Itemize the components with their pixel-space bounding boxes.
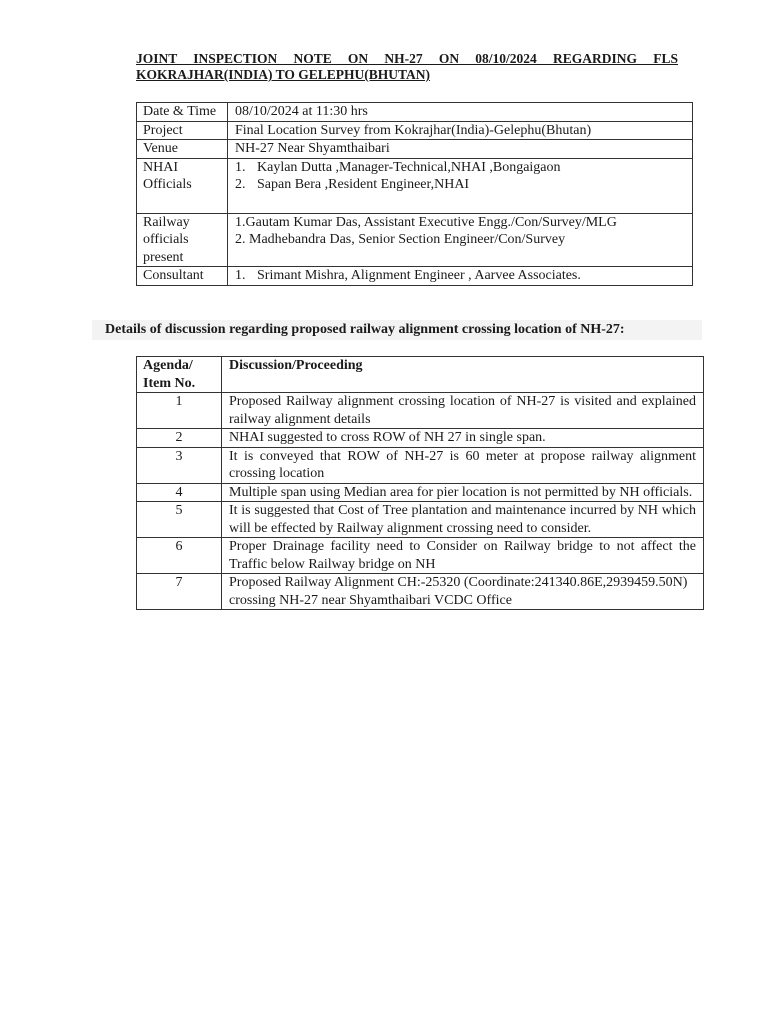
table-row <box>137 574 704 610</box>
item-number: 3 <box>137 447 222 483</box>
nhai-row <box>137 158 693 213</box>
item-text: Proposed Railway Alignment CH:-25320 (Coordinate:241340.86E,2939459.50N) crossing NH-27 near Shyamthaibari VCDC Office <box>222 574 704 610</box>
date-row <box>137 103 693 122</box>
table-row <box>137 538 704 574</box>
table-row <box>137 447 704 483</box>
list-item: 2. Sapan Bera ,Resident Engineer,NHAI <box>235 177 470 192</box>
date-value: 08/10/2024 at 11:30 hrs <box>228 103 693 122</box>
table-header-row <box>137 357 704 393</box>
project-label: Project <box>137 121 228 140</box>
railway-label: Railway officials present <box>137 213 228 267</box>
item-text: NHAI suggested to cross ROW of NH 27 in single span. <box>222 429 704 448</box>
venue-row <box>137 140 693 159</box>
item-number: 1 <box>137 393 222 429</box>
item-number: 2 <box>137 429 222 448</box>
railway-officials-list <box>228 213 693 267</box>
consultant-list <box>228 267 693 286</box>
table-row <box>137 502 704 538</box>
item-text: It is suggested that Cost of Tree plantation and maintenance incurred by NH which will be effected by Railway alignment crossing need to consider. <box>222 502 704 538</box>
col-discussion-header: Discussion/Proceeding <box>222 357 704 393</box>
table-row <box>137 429 704 448</box>
item-text: Multiple span using Median area for pier location is not permitted by NH officials. <box>222 483 704 502</box>
item-number: 6 <box>137 538 222 574</box>
col-agenda-header: Agenda/ Item No. <box>137 357 222 393</box>
item-number: 4 <box>137 483 222 502</box>
consultant-label: Consultant <box>137 267 228 286</box>
item-text: Proposed Railway alignment crossing location of NH-27 is visited and explained railway alignment details <box>222 393 704 429</box>
item-text: Proper Drainage facility need to Consider on Railway bridge to not affect the Traffic below Railway bridge on NH <box>222 538 704 574</box>
agenda-table <box>136 356 704 610</box>
nhai-officials-list <box>228 158 693 213</box>
list-item: 1.Gautam Kumar Das, Assistant Executive Engg./Con/Survey/MLG <box>235 214 617 230</box>
item-text: It is conveyed that ROW of NH-27 is 60 meter at propose railway alignment crossing location <box>222 447 704 483</box>
list-item: 1. Kaylan Dutta ,Manager-Technical,NHAI ,Bongaigaon <box>235 159 561 175</box>
discussion-heading: Details of discussion regarding proposed railway alignment crossing location of NH-27: <box>92 320 702 340</box>
list-item: 1. Srimant Mishra, Alignment Engineer , Aarvee Associates. <box>235 268 581 283</box>
venue-label: Venue <box>137 140 228 159</box>
item-number: 7 <box>137 574 222 610</box>
venue-value: NH-27 Near Shyamthaibari <box>228 140 693 159</box>
consultant-row <box>137 267 693 286</box>
list-item: 2. Madhebandra Das, Senior Section Engineer/Con/Survey <box>235 232 566 247</box>
table-row <box>137 393 704 429</box>
meeting-details-table <box>136 102 693 286</box>
project-value: Final Location Survey from Kokrajhar(India)-Gelephu(Bhutan) <box>228 121 693 140</box>
date-label: Date & Time <box>137 103 228 122</box>
document-title: JOINT INSPECTION NOTE ON NH-27 ON 08/10/2024 REGARDING FLS KOKRAJHAR(INDIA) TO GELEPHU(BHUTAN) <box>136 51 678 82</box>
table-row <box>137 483 704 502</box>
item-number: 5 <box>137 502 222 538</box>
project-row <box>137 121 693 140</box>
nhai-label: NHAI Officials <box>137 158 228 213</box>
railway-row <box>137 213 693 267</box>
